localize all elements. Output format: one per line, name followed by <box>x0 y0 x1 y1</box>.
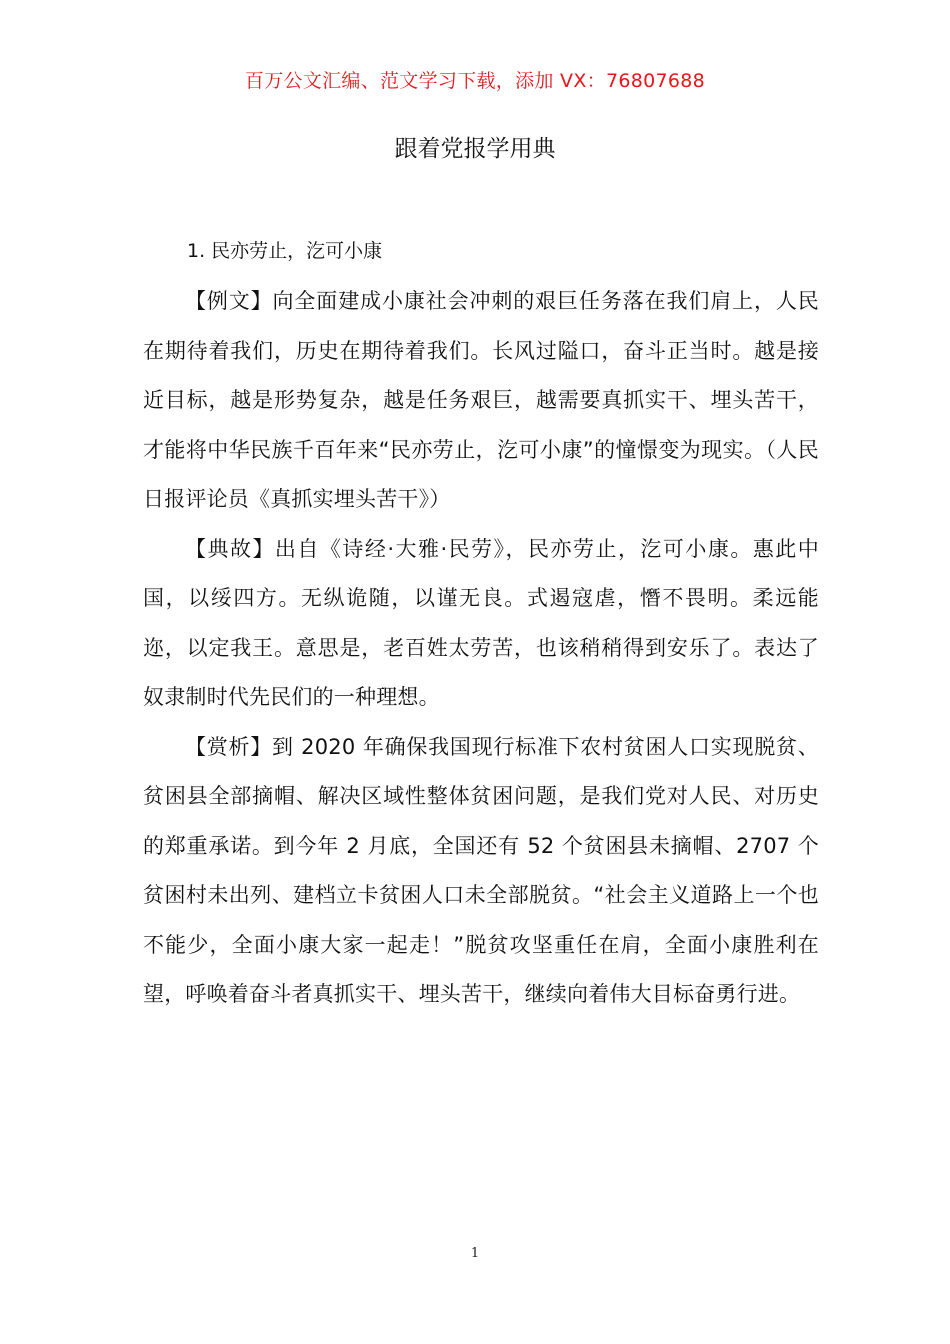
page-title: 跟着党报学用典 <box>394 136 556 162</box>
document-body <box>143 229 819 1020</box>
item-heading: 1. 民亦劳止，汔可小康 <box>187 240 383 262</box>
page-number: 1 <box>470 1246 480 1261</box>
allusion-paragraph: 【典故】出自《诗经·大雅·民劳》，民亦劳止，汔可小康。惠此中国，以绥四方。无纵诡随，以谨无良。式遏寇虐，憯不畏明。柔远能迩，以定我王。意思是，老百姓太劳苦，也该稍稍得到安乐了。表达了奴隶制时代先民们的一种理想。 <box>143 536 819 709</box>
header-note: 百万公文汇编、范文学习下载，添加 VX：76807688 <box>244 70 706 92</box>
appreciation-paragraph: 【赏析】到 2020 年确保我国现行标准下农村贫困人口实现脱贫、贫困县全部摘帽、解决区域性整体贫困问题，是我们党对人民、对历史的郑重承诺。到今年 2 月底，全国还有 52 个贫困县未摘帽、2707 个贫困村未出列、建档立卡贫困人口未全部脱贫。“社会主义道路上一个也不能少，全面小康大家一起走！”脱贫攻坚重任在肩，全面小康胜利在望，呼唤着奋斗者真抓实干、埋头苦干，继续向着伟大目标奋勇行进。 <box>143 734 819 1006</box>
example-paragraph: 【例文】向全面建成小康社会冲刺的艰巨任务落在我们肩上，人民在期待着我们，历史在期待着我们。长风过隘口，奋斗正当时。越是接近目标，越是形势复杂，越是任务艰巨，越需要真抓实干、埋头苦干，才能将中华民族千百年来“民亦劳止，汔可小康”的憧憬变为现实。（人民日报评论员《真抓实埋头苦干》） <box>143 289 819 511</box>
